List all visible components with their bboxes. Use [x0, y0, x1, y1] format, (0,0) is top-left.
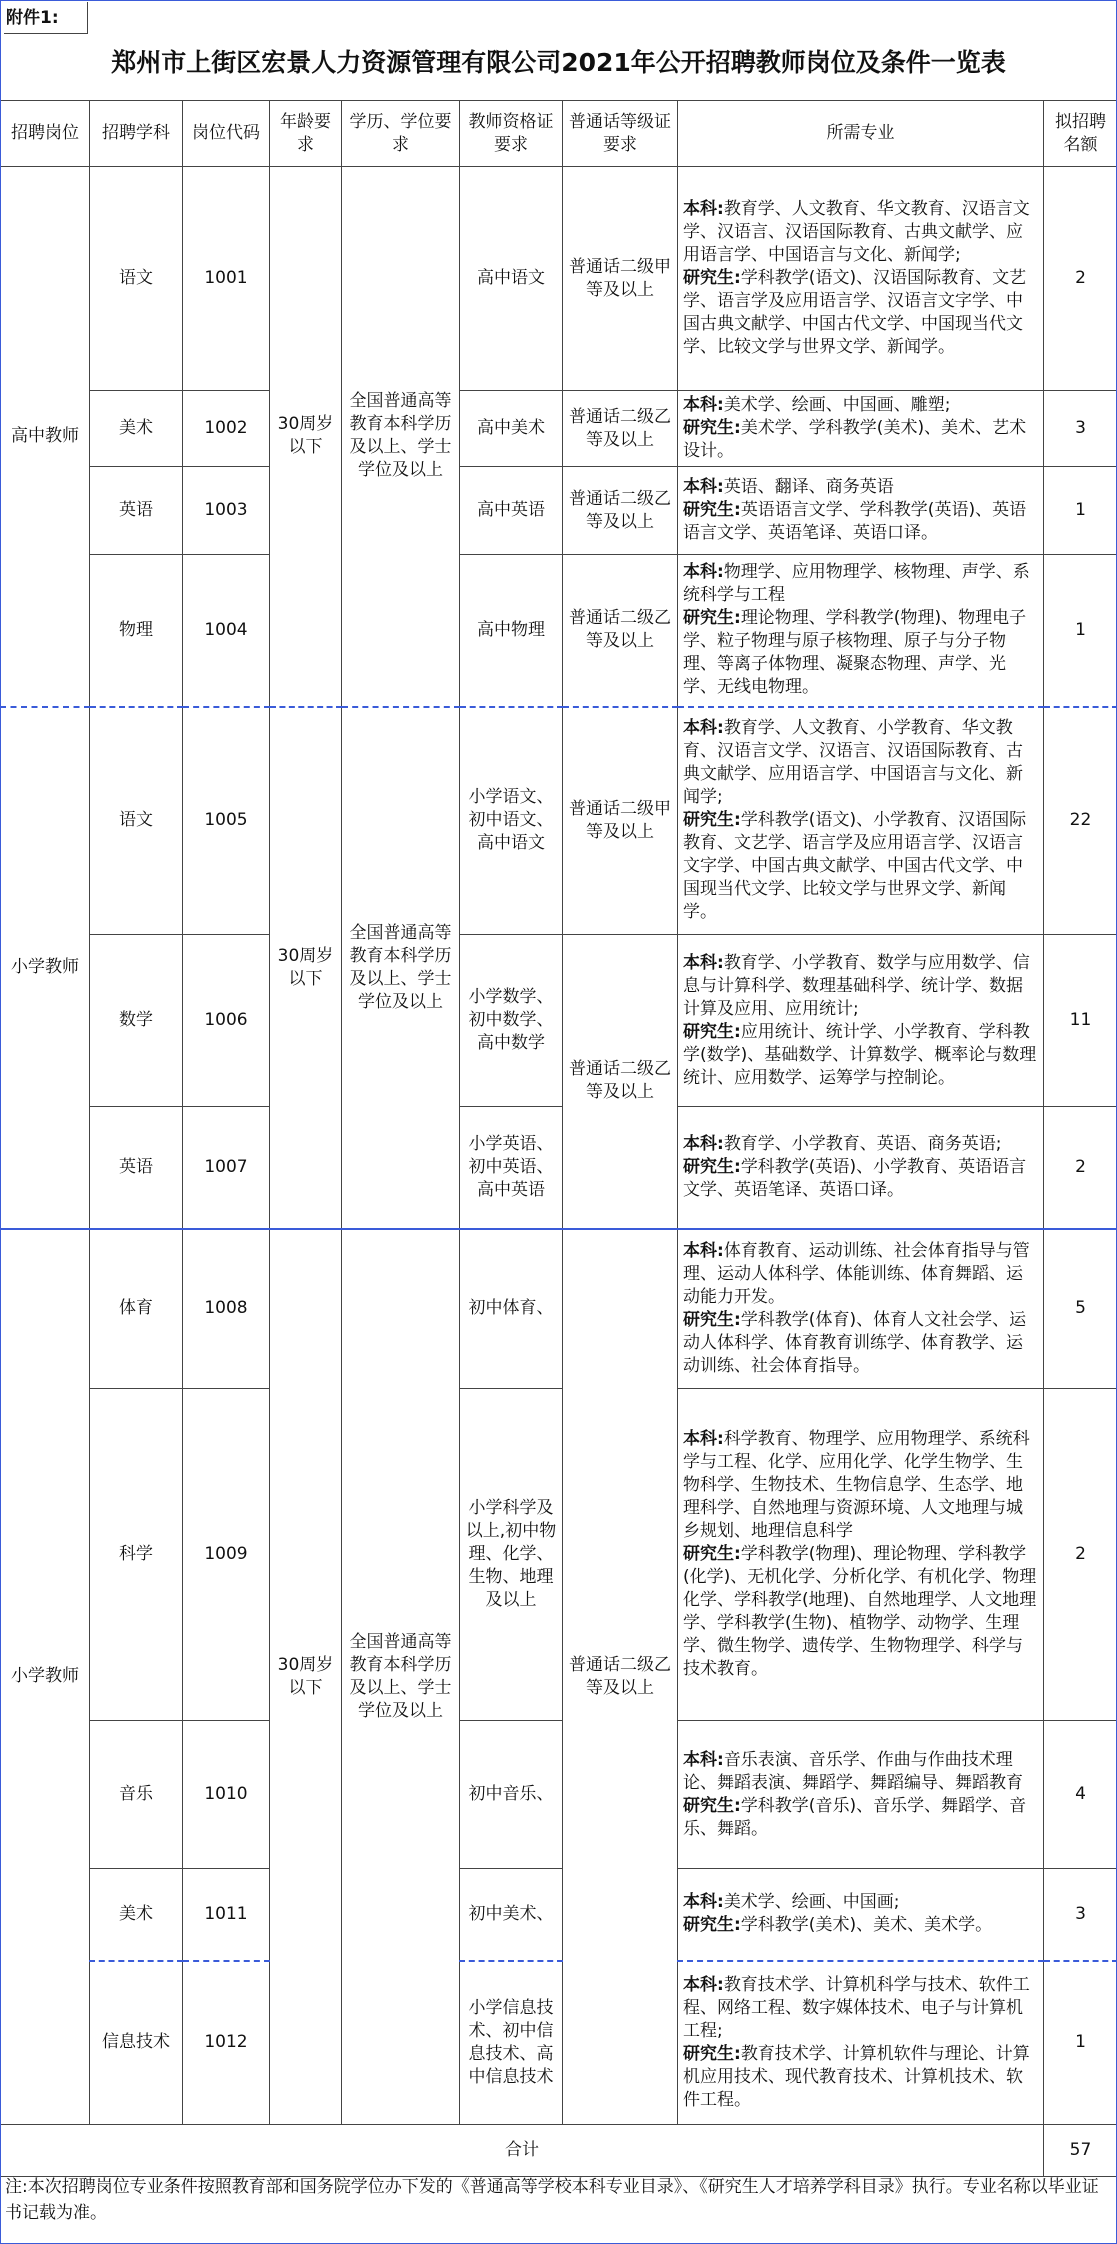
undergrad-majors: 教育学、小学教育、数学与应用数学、信息与计算科学、数理基础科学、统计学、数据计算及应用、应用统计;: [683, 952, 1030, 1019]
grad-majors: 学科教学(美术)、美术、美术学。: [740, 1915, 993, 1936]
subject-cell: 体育: [90, 1229, 183, 1389]
grad-majors: 英语语言文学、学科教学(英语)、英语语言文学、英语笔译、英语口译。: [683, 500, 1027, 543]
grad-label: 研究生:: [683, 2043, 741, 2064]
undergrad-label: 本科:: [683, 952, 724, 973]
grad-label: 研究生:: [683, 1915, 741, 1936]
grad-label: 研究生:: [683, 608, 741, 629]
header-education: 学历、学位要求: [342, 101, 460, 167]
undergrad-majors: 美术学、绘画、中国画;: [723, 1892, 900, 1913]
header-age: 年龄要求: [270, 101, 342, 167]
position-cell: 小学教师: [1, 1229, 90, 2125]
education-cell: 全国普通高等教育本科学历及以上、学士学位及以上: [342, 1229, 460, 2125]
grad-label: 研究生:: [683, 1309, 741, 1330]
certificate-cell: 高中英语: [460, 467, 563, 555]
certificate-cell: 小学英语、初中英语、高中英语: [460, 1107, 563, 1229]
undergrad-majors: 音乐表演、音乐学、作曲与作曲技术理论、舞蹈表演、舞蹈学、舞蹈编导、舞蹈教育: [683, 1749, 1023, 1793]
majors-cell: [678, 935, 1044, 1107]
grad-majors: 学科教学(英语)、小学教育、英语语言文学、英语笔译、英语口译。: [683, 1156, 1027, 1200]
header-position: 招聘岗位: [1, 101, 90, 167]
education-cell: 全国普通高等教育本科学历及以上、学士学位及以上: [342, 167, 460, 707]
grad-label: 研究生:: [683, 1795, 741, 1816]
table-row: [1, 1961, 1117, 2125]
age-cell: 30周岁以下: [270, 707, 342, 1229]
undergrad-label: 本科:: [683, 1892, 724, 1913]
majors-cell: [678, 1389, 1044, 1721]
quota-cell: 1: [1044, 555, 1117, 707]
undergrad-majors: 教育学、人文教育、小学教育、华文教育、汉语言文学、汉语言、汉语国际教育、古典文献学、应用语言学、中国语言与文化、新闻学;: [683, 718, 1023, 808]
undergrad-label: 本科:: [683, 1974, 724, 1995]
total-label: 合计: [1, 2125, 1044, 2177]
subject-cell: 物理: [90, 555, 183, 707]
quota-cell: 5: [1044, 1229, 1117, 1389]
table-row: [1, 1721, 1117, 1869]
grad-label: 研究生:: [683, 1544, 741, 1564]
undergrad-majors: 教育技术学、计算机科学与技术、软件工程、网络工程、数字媒体技术、电子与计算机工程;: [683, 1974, 1030, 2041]
majors-cell: [678, 1869, 1044, 1961]
undergrad-label: 本科:: [683, 562, 724, 583]
code-cell: 1012: [183, 1961, 270, 2125]
subject-cell: 美术: [90, 1869, 183, 1961]
certificate-cell: 高中物理: [460, 555, 563, 707]
position-cell: 高中教师: [1, 167, 90, 707]
education-cell: 全国普通高等教育本科学历及以上、学士学位及以上: [342, 707, 460, 1229]
undergrad-majors: 英语、翻译、商务英语: [723, 477, 894, 497]
quota-cell: 2: [1044, 1107, 1117, 1229]
quota-cell: 22: [1044, 707, 1117, 935]
subject-cell: 语文: [90, 167, 183, 391]
majors-cell: [678, 1961, 1044, 2125]
mandarin-cell: 普通话二级甲等及以上: [563, 167, 678, 391]
code-cell: 1001: [183, 167, 270, 391]
code-cell: 1003: [183, 467, 270, 555]
majors-cell: [678, 707, 1044, 935]
code-cell: 1006: [183, 935, 270, 1107]
quota-cell: 4: [1044, 1721, 1117, 1869]
certificate-cell: 初中音乐、: [460, 1721, 563, 1869]
age-cell: 30周岁以下: [270, 1229, 342, 2125]
subject-cell: 数学: [90, 935, 183, 1107]
attachment-label: 附件1:: [4, 2, 88, 34]
grad-majors: 学科教学(物理)、理论物理、学科教学(化学)、无机化学、分析化学、有机化学、物理化学、学科教学(地理)、自然地理学、人文地理学、学科教学(生物)、植物学、动物学、生理学、微生物学、遗传学、生物物理学、科学与技术教育。: [683, 1544, 1037, 1679]
header-code: 岗位代码: [183, 101, 270, 167]
grad-label: 研究生:: [683, 810, 741, 831]
undergrad-majors: 美术学、绘画、中国画、雕塑;: [723, 395, 951, 415]
total-value: 57: [1044, 2125, 1117, 2177]
undergrad-majors: 物理学、应用物理学、核物理、声学、系统科学与工程: [683, 562, 1030, 606]
majors-cell: [678, 1229, 1044, 1389]
table-row: [1, 1869, 1117, 1961]
code-cell: 1005: [183, 707, 270, 935]
subject-cell: 科学: [90, 1389, 183, 1721]
undergrad-label: 本科:: [683, 199, 724, 219]
footnote: 注:本次招聘岗位专业条件按照教育部和国务院学位办下发的《普通高等学校本科专业目录》、《研究生人才培养学科目录》执行。专业名称以毕业证书记载为准。: [0, 2164, 1117, 2244]
grad-majors: 学科教学(体育)、体育人文社会学、运动人体科学、体育教育训练学、体育教学、运动训练、社会体育指导。: [683, 1309, 1027, 1376]
table-row: [1, 1107, 1117, 1229]
table-row: [1, 555, 1117, 707]
certificate-cell: 初中美术、: [460, 1869, 563, 1961]
code-cell: 1007: [183, 1107, 270, 1229]
grad-majors: 学科教学(音乐)、音乐学、舞蹈学、音乐、舞蹈。: [683, 1795, 1027, 1839]
grad-label: 研究生:: [683, 1021, 741, 1042]
undergrad-majors: 教育学、小学教育、英语、商务英语;: [723, 1133, 1002, 1154]
table-row: [1, 391, 1117, 467]
header-mandarin: 普通话等级证要求: [563, 101, 678, 167]
undergrad-label: 本科:: [683, 1429, 724, 1449]
subject-cell: 语文: [90, 707, 183, 935]
certificate-cell: 高中语文: [460, 167, 563, 391]
majors-cell: [678, 1107, 1044, 1229]
majors-cell: [678, 467, 1044, 555]
subject-cell: 信息技术: [90, 1961, 183, 2125]
quota-cell: 2: [1044, 1389, 1117, 1721]
grad-majors: 学科教学(语文)、汉语国际教育、文艺学、语言学及应用语言学、汉语言文字学、中国古典文献学、中国古代文学、中国现当代文学、比较文学与世界文学、新闻学。: [683, 268, 1027, 357]
undergrad-label: 本科:: [683, 395, 724, 415]
code-cell: 1010: [183, 1721, 270, 1869]
undergrad-majors: 教育学、人文教育、华文教育、汉语言文学、汉语言、汉语国际教育、古典文献学、应用语言学、中国语言与文化、新闻学;: [683, 199, 1030, 265]
mandarin-cell: 普通话二级乙等及以上: [563, 1229, 678, 2125]
mandarin-cell: 普通话二级乙等及以上: [563, 935, 678, 1229]
position-cell: 小学教师: [1, 707, 90, 1229]
subject-cell: 英语: [90, 467, 183, 555]
table-row: [1, 167, 1117, 391]
table-row: [1, 707, 1117, 935]
header-quota: 拟招聘名额: [1044, 101, 1117, 167]
certificate-cell: 高中美术: [460, 391, 563, 467]
grad-majors: 学科教学(语文)、小学教育、汉语国际教育、文艺学、语言学及应用语言学、汉语言文字学、中国古典文献学、中国古代文学、中国现当代文学、比较文学与世界文学、新闻学。: [683, 810, 1027, 923]
certificate-cell: 小学语文、初中语文、高中语文: [460, 707, 563, 935]
table-row: [1, 467, 1117, 555]
undergrad-label: 本科:: [683, 1749, 724, 1770]
grad-majors: 教育技术学、计算机软件与理论、计算机应用技术、现代教育技术、计算机技术、软件工程。: [683, 2043, 1030, 2110]
undergrad-label: 本科:: [683, 1240, 724, 1261]
header-subject: 招聘学科: [90, 101, 183, 167]
code-cell: 1008: [183, 1229, 270, 1389]
mandarin-cell: 普通话二级乙等及以上: [563, 555, 678, 707]
grad-label: 研究生:: [683, 500, 741, 520]
code-cell: 1004: [183, 555, 270, 707]
code-cell: 1011: [183, 1869, 270, 1961]
table-row: [1, 1229, 1117, 1389]
recruitment-table: [0, 100, 1117, 2177]
grad-majors: 应用统计、统计学、小学教育、学科教学(数学)、基础数学、计算数学、概率论与数理统计、应用数学、运筹学与控制论。: [683, 1021, 1037, 1088]
grad-majors: 美术学、学科教学(美术)、美术、艺术设计。: [683, 418, 1027, 461]
page-title: 郑州市上街区宏景人力资源管理有限公司2021年公开招聘教师岗位及条件一览表: [111, 48, 1006, 77]
mandarin-cell: 普通话二级乙等及以上: [563, 467, 678, 555]
quota-cell: 2: [1044, 167, 1117, 391]
grad-label: 研究生:: [683, 418, 741, 438]
quota-cell: 11: [1044, 935, 1117, 1107]
certificate-cell: 小学数学、初中数学、高中数学: [460, 935, 563, 1107]
quota-cell: 3: [1044, 391, 1117, 467]
grad-majors: 理论物理、学科教学(物理)、物理电子学、粒子物理与原子核物理、原子与分子物理、等离子体物理、凝聚态物理、声学、光学、无线电物理。: [683, 608, 1027, 698]
mandarin-cell: 普通话二级甲等及以上: [563, 707, 678, 935]
code-cell: 1002: [183, 391, 270, 467]
quota-cell: 1: [1044, 467, 1117, 555]
quota-cell: 1: [1044, 1961, 1117, 2125]
header-certificate: 教师资格证要求: [460, 101, 563, 167]
grad-label: 研究生:: [683, 268, 741, 288]
age-cell: 30周岁以下: [270, 167, 342, 707]
majors-cell: [678, 1721, 1044, 1869]
header-majors: 所需专业: [678, 101, 1044, 167]
majors-cell: [678, 167, 1044, 391]
mandarin-cell: 普通话二级乙等及以上: [563, 391, 678, 467]
subject-cell: 美术: [90, 391, 183, 467]
table-row: [1, 1389, 1117, 1721]
subject-cell: 音乐: [90, 1721, 183, 1869]
quota-cell: 3: [1044, 1869, 1117, 1961]
grad-label: 研究生:: [683, 1156, 741, 1177]
certificate-cell: 初中体育、: [460, 1229, 563, 1389]
certificate-cell: 小学信息技术、初中信息技术、高中信息技术: [460, 1961, 563, 2125]
majors-cell: [678, 555, 1044, 707]
table-row: [1, 935, 1117, 1107]
undergrad-label: 本科:: [683, 477, 724, 497]
undergrad-majors: 科学教育、物理学、应用物理学、系统科学与工程、化学、应用化学、化学生物学、生物科学、生物技术、生物信息学、生态学、地理科学、自然地理与资源环境、人文地理与城乡规划、地理信息科学: [683, 1429, 1030, 1541]
subject-cell: 英语: [90, 1107, 183, 1229]
certificate-cell: 小学科学及以上,初中物理、化学、生物、地理及以上: [460, 1389, 563, 1721]
undergrad-label: 本科:: [683, 1133, 724, 1154]
code-cell: 1009: [183, 1389, 270, 1721]
undergrad-majors: 体育教育、运动训练、社会体育指导与管理、运动人体科学、体能训练、体育舞蹈、运动能力开发。: [683, 1240, 1030, 1307]
undergrad-label: 本科:: [683, 718, 724, 739]
majors-cell: [678, 391, 1044, 467]
header-row: [1, 101, 1117, 167]
